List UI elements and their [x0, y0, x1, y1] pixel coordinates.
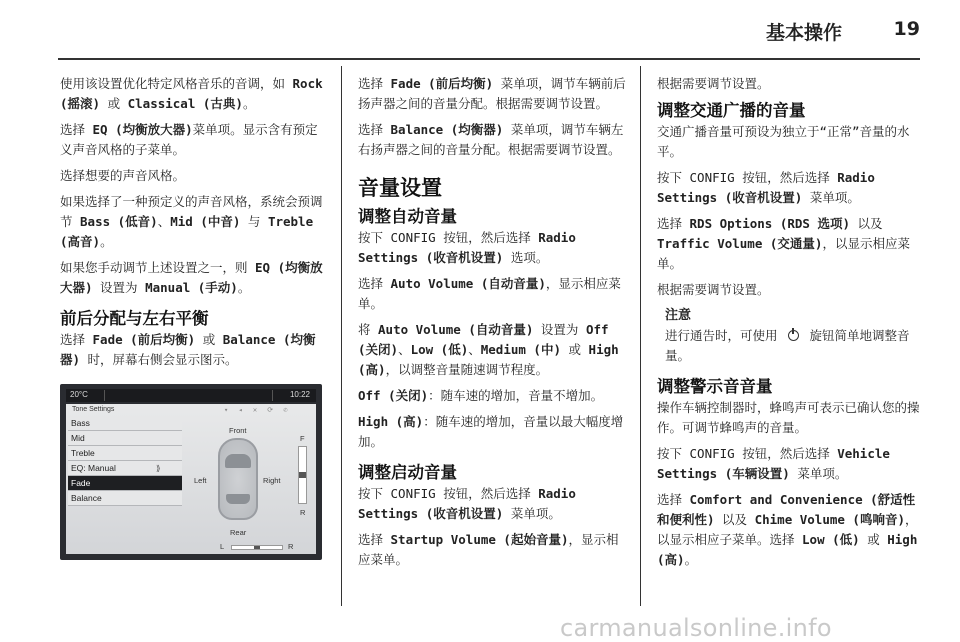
label-f: F: [300, 434, 305, 443]
note-body: 进行通告时，可使用 旋钮简单地调整音量。: [665, 328, 910, 363]
screen-status-bar: [66, 389, 316, 402]
screen-title: Tone Settings: [72, 406, 115, 413]
power-icon: [788, 330, 799, 341]
chevron-right-icon: ⟫: [156, 464, 161, 473]
heading-chime-volume: 调整警示音音量: [657, 377, 773, 396]
column-divider-1: [341, 66, 342, 606]
paragraph: 如果选择了一种预定义的声音风格，系统会预调节 Bass (低音)、Mid (中音) 与 Treble (高音)。: [60, 194, 323, 249]
paragraph: 选择 Fade (前后均衡) 菜单项，调节车辆前后扬声器之间的音量分配。根据需要调节设置。: [358, 76, 626, 111]
paragraph: 选择 Balance (均衡器) 菜单项，调节车辆左右扬声器之间的音量分配。根据需要调节设置。: [358, 122, 624, 157]
fade-slider[interactable]: [298, 446, 307, 504]
paragraph: 操作车辆控制器时，蜂鸣声可表示已确认您的操作。可调节蜂鸣声的音量。: [657, 400, 920, 435]
paragraph: 根据需要调节设置。: [657, 76, 770, 91]
balance-slider-thumb[interactable]: [254, 546, 260, 549]
note-box: [657, 306, 927, 366]
paragraph: 交通广播音量可预设为独立于“正常”音量的水平。: [657, 124, 910, 159]
label-front: Front: [229, 426, 247, 435]
label-rear: Rear: [230, 528, 247, 537]
paragraph: 选择 Comfort and Convenience (舒适性和便利性) 以及 Chime Volume (鸣响音)，以显示相应子菜单。选择 Low (低) 或 High (高)。: [657, 492, 918, 567]
temperature: 20°C: [70, 390, 88, 399]
heading-startup-volume: 调整启动音量: [358, 463, 457, 482]
tone-menu-list: [68, 416, 182, 506]
paragraph: 选择想要的声音风格。: [60, 168, 186, 183]
paragraph: High (高)：随车速的增加，音量以最大幅度增加。: [358, 414, 624, 449]
paragraph: 将 Auto Volume (自动音量) 设置为 Off (关闭)、Low (低)、Medium (中) 或 High (高)，以调整音量随速调节程度。: [358, 322, 619, 377]
tone-settings-panel: [66, 404, 316, 554]
menu-item-fade[interactable]: Fade: [68, 476, 182, 491]
section-title: 基本操作: [765, 22, 842, 44]
column-3: [657, 74, 927, 576]
tone-settings-screenshot: [60, 384, 322, 560]
column-2: [358, 74, 630, 576]
car-top-view-icon: [218, 438, 258, 520]
menu-item-treble[interactable]: Treble: [68, 446, 182, 461]
page-header: [0, 0, 960, 62]
heading-volume-settings: 音量设置: [358, 176, 442, 200]
paragraph: 选择 Auto Volume (自动音量)，显示相应菜单。: [358, 276, 621, 311]
label-r: R: [300, 508, 306, 517]
paragraph: 选择 Fade (前后均衡) 或 Balance (均衡器) 时，屏幕右侧会显示图示。: [60, 332, 316, 367]
paragraph: 使用该设置优化特定风格音乐的音调，如 Rock (摇滚) 或 Classical (古典)。: [60, 76, 323, 111]
label-l: L: [220, 542, 225, 551]
fade-slider-thumb[interactable]: [299, 472, 306, 478]
paragraph: 按下 CONFIG 按钮，然后选择 Radio Settings (收音机设置) 选项。: [358, 230, 576, 265]
menu-item-bass[interactable]: Bass: [68, 416, 182, 431]
label-right: Right: [263, 476, 281, 485]
heading-auto-volume: 调整自动音量: [358, 207, 457, 226]
paragraph: 按下 CONFIG 按钮，然后选择 Vehicle Settings (车辆设置) 菜单项。: [657, 446, 890, 481]
column-divider-2: [640, 66, 641, 606]
paragraph: Off (关闭)：随车速的增加，音量不增加。: [358, 388, 604, 403]
watermark: carmanualsonline.info: [560, 614, 832, 642]
status-icons: ▾ ◂ ✕ ⟳ ✆: [224, 406, 291, 414]
paragraph: 根据需要调节设置。: [657, 282, 770, 297]
label-left: Left: [194, 476, 207, 485]
note-title: 注意: [665, 308, 692, 323]
column-1: [60, 74, 330, 376]
paragraph: 选择 RDS Options (RDS 选项) 以及 Traffic Volume (交通量)，以显示相应菜单。: [657, 216, 910, 271]
menu-item-eq[interactable]: EQ: Manual ⟫: [68, 461, 182, 476]
label-r2: R: [288, 542, 294, 551]
page-number: 19: [893, 18, 920, 40]
menu-item-mid[interactable]: Mid: [68, 431, 182, 446]
clock: 10:22: [289, 390, 310, 399]
paragraph: 选择 EQ (均衡放大器)菜单项。显示含有预定义声音风格的子菜单。: [60, 122, 318, 157]
balance-slider[interactable]: [231, 545, 283, 550]
paragraph: 选择 Startup Volume (起始音量)，显示相应菜单。: [358, 532, 619, 567]
menu-item-balance[interactable]: Balance: [68, 491, 182, 506]
header-divider: [58, 58, 920, 60]
paragraph: 按下 CONFIG 按钮，然后选择 Radio Settings (收音机设置) 菜单项。: [358, 486, 576, 521]
paragraph: 按下 CONFIG 按钮，然后选择 Radio Settings (收音机设置) 菜单项。: [657, 170, 875, 205]
heading-fade-balance: 前后分配与左右平衡: [60, 309, 209, 328]
heading-traffic-volume: 调整交通广播的音量: [657, 101, 806, 120]
paragraph: 如果您手动调节上述设置之一，则 EQ (均衡放大器) 设置为 Manual (手动)。: [60, 260, 323, 295]
